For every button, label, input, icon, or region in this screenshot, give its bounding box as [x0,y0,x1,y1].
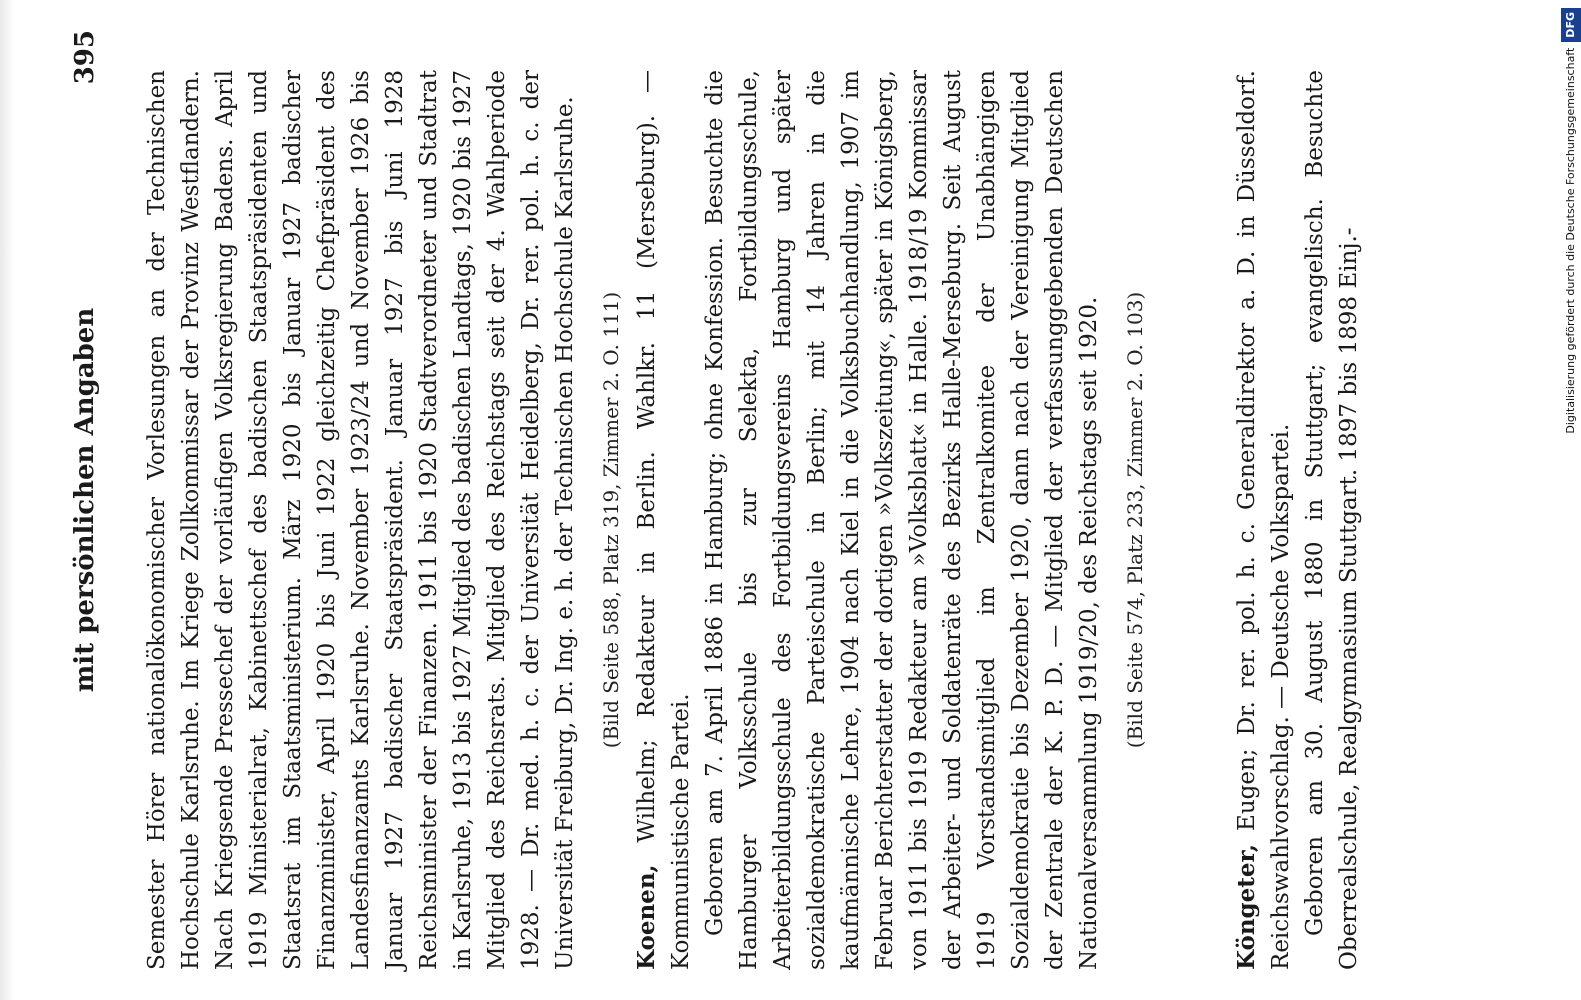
biography-entry-koengeter [1230,70,1366,970]
page-edge [0,0,14,1000]
digitization-note: Digitalisierung gefördert durch die Deutsche Forschungsgemeinschaft [1564,47,1577,434]
entry-header [1230,70,1298,970]
entry-header [630,70,698,970]
image-caption: (Bild Seite 574, Platz 233, Zimmer 2. O. 103) [1123,291,1147,749]
image-caption: (Bild Seite 588, Platz 319, Zimmer 2. O. 111) [599,291,623,749]
rotated-page [30,30,1530,970]
entry-name: Koenen, [633,864,660,970]
dfg-logo: DFG [1561,8,1581,42]
entry-intro: Eugen; Dr. rer. pol. h. c. Generaldirektor a. D. in Düsseldorf. Reichswahlvorschlag. — Deutsche Volkspartei. [1234,70,1294,970]
biography-entry-koenen [630,70,1150,970]
biography-text: Geboren am 7. April 1886 in Hamburg; ohne Konfession. Besuchte die Hamburger Volksschule bis zur Selekta, Fortbildungsschule, Arbeiterbildungsschule des Fortbildungsvereins Hamburg und später sozialdemokratische Parteischule in Berlin; mit 14 Jahren in die kaufmännische Lehre, 1904 nach Kiel in die Volksbuchhandlung, 1907 im Februar Berichterstatter der dortigen »Volkszeitung«, später in Königsberg, von 1911 bis 1919 Redakteur am »Volksblatt« in Halle. 1918/19 Kommissar der Arbeiter- und Soldatenräte des Bezirks Halle-Merseburg. Seit August 1919 Vorstandsmitglied im Zentralkomitee der Unabhängigen Sozialdemokratie bis Dezember 1920, dann nach der Vereinigung Mitglied der Zentrale der K. P. D. — Mitglied der verfassunggebenden Deutschen Nationalversammlung 1919/20, des Reichstags seit 1920. [702,70,1102,970]
running-head [70,30,110,970]
digitization-credit-text [1561,8,1581,998]
biography-entry-continued [140,70,626,970]
digitization-credit [1559,8,1579,998]
biography-text: Geboren am 30. August 1880 in Stuttgart; evangelisch. Besuchte Oberrealschule, Realgymnasium Stuttgart. 1897 bis 1898 Einj.- [1302,70,1362,970]
biography-text: Semester Hörer nationalökonomischer Vorlesungen an der Technischen Hochschule Karlsruhe. Im Kriege Zollkommissar der Provinz Westflandern. Nach Kriegsende Pressechef der vorläufigen Volksregierung Badens. April 1919 Ministerialrat, Kabinettschef des badischen Staatspräsidenten und Staatsrat im Staatsministerium. März 1920 bis Januar 1927 badischer Finanzminister, April 1920 bis Juni 1922 gleichzeitig Chefpräsident des Landesfinanzamts Karlsruhe. November 1923/24 und November 1926 bis Januar 1927 badischer Staatspräsident. Januar 1927 bis Juni 1928 Reichsminister der Finanzen. 1911 bis 1920 Stadtverordneter und Stadtrat in Karlsruhe, 1913 bis 1927 Mitglied des badischen Landtags, 1920 bis 1927 Mitglied des Reichsrats. Mitglied des Reichstags seit der 4. Wahlperiode 1928. — Dr. med. h. c. der Universität Heidelberg, Dr. rer. pol. h. c. der Universität Freiburg, Dr. Ing. e. h. der Technischen Hochschule Karlsruhe. [144,70,578,970]
entry-intro: Wilhelm; Redakteur in Berlin. Wahlkr. 11 (Merseburg). — Kommunistische Partei. [634,70,694,970]
page-number: 395 [70,30,100,85]
entry-name: Köngeter, [1233,844,1260,970]
running-title: mit persönlichen Angaben [70,307,100,693]
